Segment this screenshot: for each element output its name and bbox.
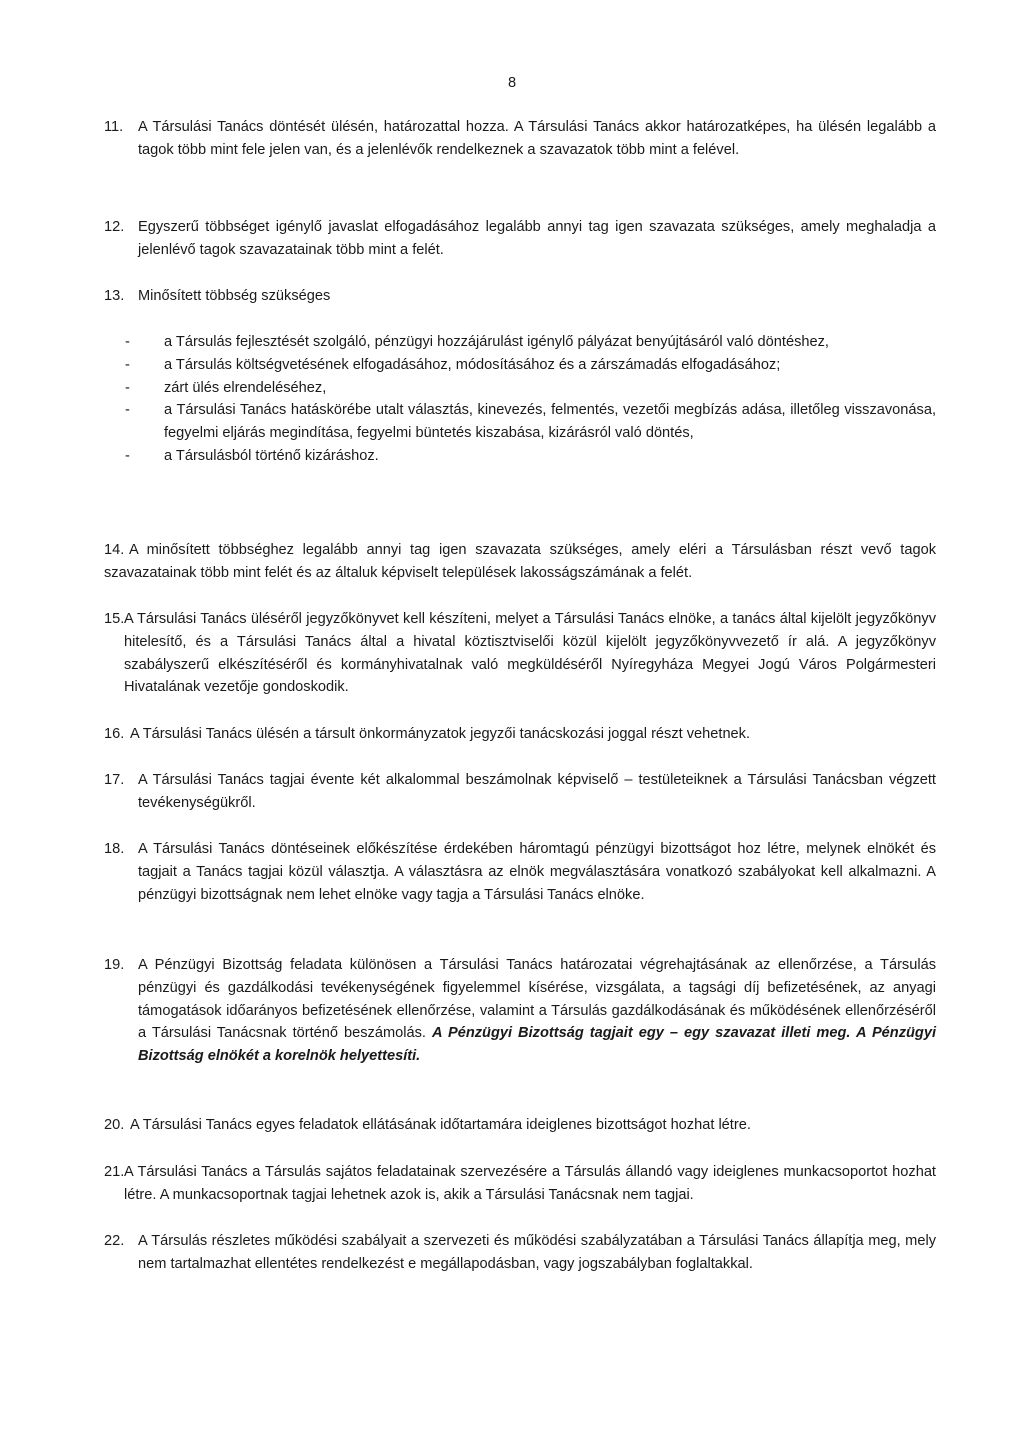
qualified-majority-list <box>125 331 936 468</box>
list-dash: - <box>125 356 130 373</box>
paragraph-number: 21. <box>104 1164 125 1180</box>
paragraph-number: 15. <box>104 611 125 627</box>
list-item-text: a Társulás fejlesztését szolgáló, pénzügyi hozzájárulást igénylő pályázat benyújtásáról való döntéshez, <box>164 334 829 350</box>
paragraph-number: 12. <box>104 219 125 235</box>
paragraph-19 <box>104 954 936 1068</box>
list-item <box>125 331 936 354</box>
paragraph-text: A Társulási Tanács döntését ülésén, határozattal hozza. A Társulási Tanács akkor határozatképes, ha ülésén legalább a tagok több mint fele jelen van, és a jelenlévők rendelkeznek a szavazatok több mint a felével. <box>138 119 936 158</box>
list-item-text: a Társulási Tanács hatáskörébe utalt választás, kinevezés, felmentés, vezetői megbízás adása, illetőleg visszavonása, fegyelmi eljárás megindítása, fegyelmi büntetés kiszabása, kizárásról való döntés, <box>164 402 936 442</box>
paragraph-text: A Társulási Tanács ülésén a társult önkormányzatok jegyzői tanácskozási joggal részt vehetnek. <box>130 726 751 742</box>
paragraph-text: Egyszerű többséget igénylő javaslat elfogadásához legalább annyi tag igen szavazata szükséges, amely meghaladja a jelenlévő tagok szavazatainak több mint a felét. <box>138 219 936 258</box>
paragraph-text: Minősített többség szükséges <box>138 288 331 304</box>
paragraph-number: 13. <box>104 288 125 304</box>
paragraph-text <box>138 954 936 1068</box>
list-dash: - <box>125 334 130 350</box>
paragraph-20 <box>104 1114 936 1137</box>
page-number: 8 <box>507 75 517 91</box>
paragraph-21 <box>104 1161 936 1207</box>
paragraph-11 <box>104 116 936 162</box>
paragraph-number: 18. <box>104 841 125 857</box>
paragraph-text: A Társulási Tanács egyes feladatok ellátásának időtartamára ideiglenes bizottságot hozhat létre. <box>130 1117 751 1133</box>
paragraph-22 <box>104 1230 936 1276</box>
paragraph-18 <box>104 838 936 906</box>
paragraph-emphasis-text: A Pénzügyi Bizottság tagjait egy – egy szavazat illeti meg. A Pénzügyi Bizottság elnökét a korelnök helyettesíti. <box>138 1025 937 1065</box>
paragraph-13 <box>104 285 936 308</box>
paragraph-14 <box>104 539 936 585</box>
paragraph-text: A Társulási Tanács döntéseinek előkészítése érdekében háromtagú pénzügyi bizottságot hoz létre, melynek elnökét és tagjait a Tanács tagjai közül választja. A választásra az elnök megválasztására vonatkozó szabályokat kell alkalmazni. A pénzügyi bizottságnak nem lehet elnöke vagy tagja a Társulási Tanács elnöke. <box>138 841 936 903</box>
paragraph-16 <box>104 723 936 746</box>
paragraph-number: 14. <box>104 542 125 558</box>
paragraph-text: A Társulási Tanács a Társulás sajátos feladatainak szervezésére a Társulás állandó vagy ideiglenes munkacsoportot hozhat létre. A munkacsoportnak tagjai lehetnek azok is, akik a Társulási Tanácsnak nem tagjai. <box>124 1164 936 1203</box>
list-item <box>125 399 936 445</box>
list-item <box>125 354 936 377</box>
paragraph-number: 16. <box>104 726 125 742</box>
paragraph-number: 22. <box>104 1233 125 1249</box>
paragraph-number: 11. <box>104 119 124 135</box>
list-item-text: a Társulás költségvetésének elfogadásához, módosításához és a zárszámadás elfogadásához; <box>164 356 781 373</box>
paragraph-15 <box>104 608 936 699</box>
paragraph-text: A Társulás részletes működési szabályait a szervezeti és működési szabályzatában a Társulási Tanács állapítja meg, mely nem tartalmazhat ellentétes rendelkezést e megállapodásban, vagy jogszabályban foglaltakkal. <box>138 1233 936 1272</box>
list-item <box>125 377 936 400</box>
paragraph-main-text: A Pénzügyi Bizottság feladata különösen a Társulási Tanács határozatai végrehajtásának az ellenőrzése, a Társulás pénzügyi és gazdálkodási tevékenységének figyelemmel kísérése, vizsgálata, a tagsági díj befizetésének, az anyagi támogatások időarányos befizetésének ellenőrzése, valamint a Társulás gazdálkodásának és működésének ellenőrzéséről a Társulási Tanácsnak történő beszámolás. <box>138 957 936 1042</box>
paragraph-number: 20. <box>104 1117 125 1133</box>
list-item <box>125 445 936 468</box>
list-dash: - <box>125 447 130 464</box>
paragraph-text: A Társulási Tanács üléséről jegyzőkönyvet kell készíteni, melyet a Társulási Tanács elnöke, a tanács által kijelölt jegyzőkönyv hitelesítő, és a Társulási Tanács által a hivatal köztisztviselői közül kijelölt jegyzőkönyvvezető ír alá. A jegyzőkönyv szabályszerű elkészítéséről és kormányhivatalnak való megküldéséről Nyíregyháza Megyei Jogú Város Polgármesteri Hivatalának vezetője gondoskodik. <box>124 611 936 696</box>
paragraph-12 <box>104 216 936 262</box>
list-dash: - <box>125 402 130 419</box>
paragraph-number: 19. <box>104 957 125 973</box>
paragraph-number: 17. <box>104 772 125 788</box>
list-item-text: a Társulásból történő kizáráshoz. <box>164 447 379 464</box>
paragraph-text: A minősített többséghez legalább annyi tag igen szavazata szükséges, amely eléri a Társulásban részt vevő tagok szavazatainak több mint felét és az általuk képviselt települések lakosságszámának a felét. <box>104 542 936 581</box>
list-item-text: zárt ülés elrendeléséhez, <box>164 379 327 396</box>
paragraph-17 <box>104 769 936 815</box>
list-dash: - <box>125 379 130 396</box>
paragraph-text: A Társulási Tanács tagjai évente két alkalommal beszámolnak képviselő – testületeiknek a Társulási Tanácsban végzett tevékenységükről. <box>138 772 936 811</box>
